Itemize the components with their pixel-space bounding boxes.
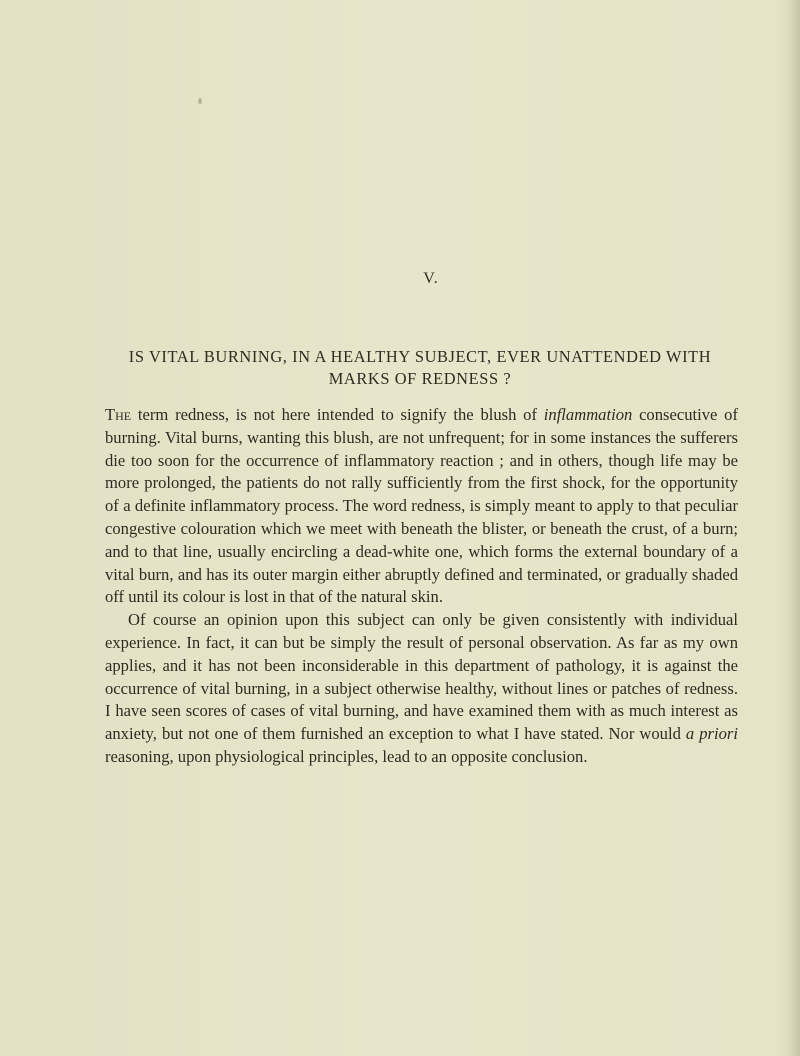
chapter-title-line-2: MARKS OF REDNESS ? [328, 369, 512, 388]
paragraph-2 [105, 609, 738, 769]
paragraph-1 [105, 404, 738, 609]
paragraph-2-italic: a priori [685, 724, 738, 744]
paragraph-1-text-b: consecutive of burning. Vital burns, wanting this blush, are not unfrequent; for in some instances the sufferers die too soon for the occurrence of inflammatory reaction ; and in others, though life may be more prolonged, the patients do not rally sufficiently from the first shock, for the opportunity of a definite inflammatory process. The word redness, is simply meant to apply to that peculiar congestive colouration which we meet with beneath the blister, or beneath the crust, of a burn; and to that line, usually encircling a dead-white one, which forms the external boundary of a vital burn, and has its outer margin either abruptly defined and terminated, or gradually shaded off until its colour is lost in that of the natural skin. [105, 405, 738, 607]
paragraph-1-text-a: term redness, is not here intended to signify the blush of [131, 405, 544, 424]
page-edge-shadow [788, 0, 800, 1056]
chapter-title [104, 346, 736, 390]
section-number: V. [423, 270, 439, 287]
paper-speck [198, 98, 202, 104]
body-text [105, 404, 738, 769]
paragraph-2-text-a: Of course an opinion upon this subject can only be given consistently with individual experience. In fact, it can but be simply the result of personal observation. As far as my own applies, and it has not been inconsiderable in this department of pathology, it is against the occurrence of vital burning, in a subject otherwise healthy, without lines or patches of redness. I have seen scores of cases of vital burning, and have examined them with as much interest as anxiety, but not one of them furnished an exception to what I have stated. Nor would [105, 610, 738, 744]
paragraph-1-lead-word: The [105, 405, 132, 424]
paragraph-1-italic: inflammation [543, 405, 633, 424]
chapter-title-line-1: IS VITAL BURNING, IN A HEALTHY SUBJECT, EVER UNATTENDED WITH [128, 347, 712, 366]
paragraph-2-text-b: reasoning, upon physiological principles, lead to an opposite conclusion. [105, 746, 588, 766]
